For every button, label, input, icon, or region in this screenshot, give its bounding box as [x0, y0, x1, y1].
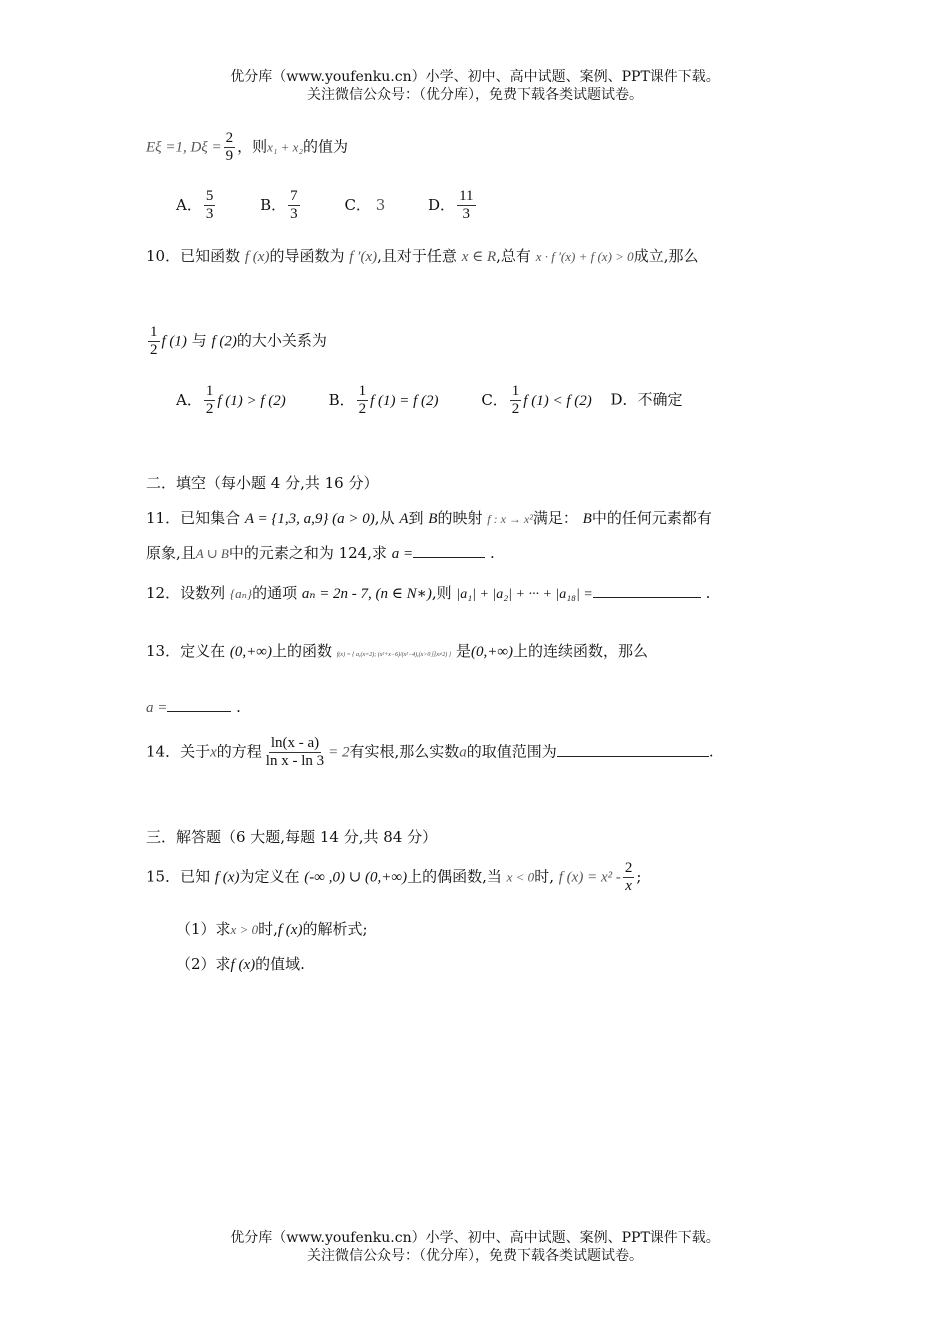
- q10-option-b[interactable]: B． $\frac{1}{2}$ f (1) = f (2): [328, 383, 439, 417]
- header-line-1: 优分库（www.youfenku.cn）小学、初中、高中试题、案例、PPT课件下载。: [230, 69, 720, 85]
- q13-answer-blank[interactable]: [167, 697, 231, 712]
- section-3-title: 三．解答题（6 大题,每题 14 分,共 84 分）: [146, 828, 438, 846]
- q9-option-a[interactable]: A． $\frac{5}{3}$: [176, 188, 214, 222]
- q10-options: [176, 383, 683, 418]
- q9-option-c[interactable]: C． 3: [344, 195, 386, 214]
- q9-option-b[interactable]: B． $\frac{7}{3}$: [260, 188, 298, 222]
- q15-stem: 15．已知 f (x)为定义在 (-∞ ,0) ∪ (0,+∞)上的偶函数,当 x < 0时, f (x) = x² - $\frac{2}{x}$ ;: [146, 860, 642, 894]
- q10-option-d[interactable]: D．不确定: [610, 390, 683, 409]
- q14-answer-blank[interactable]: [557, 742, 709, 757]
- q13-stem-line2: a = .: [146, 698, 241, 716]
- q10-stem-line2: $\frac{1}{2}$ f (1) 与 f (2)的大小关系为: [150, 324, 327, 358]
- q14-stem: 14．关于x的方程 $\frac{\ln(x - a)}{\text{ln x - ln 3}}$ = 2有实根,那么实数a的取值范围为 .: [146, 735, 714, 769]
- q15-part-1: （1）求x > 0时,f (x)的解析式;: [176, 920, 368, 938]
- q13-stem-line1: 13．定义在 (0,+∞)上的函数 f(x) = { a,(x=2); (x²+x−6)/(x²−4),(x>0且x≠2) } 是(0,+∞)上的连续函数，那么: [146, 642, 649, 660]
- q12-stem: 12．设数列 {aₙ}的通项 aₙ = 2n - 7, (n ∈ N∗),则 |a₁| + |a₂| + ··· + |a₁₈| = .: [146, 584, 711, 602]
- q9-fraction: $\frac{2}{9}$: [225, 130, 234, 164]
- q9-option-d[interactable]: D． $\frac{11}{3}$: [428, 188, 474, 222]
- q12-answer-blank[interactable]: [593, 583, 701, 598]
- section-2-title: 二．填空（每小题 4 分,共 16 分）: [146, 474, 379, 492]
- footer-line-1: 优分库（www.youfenku.cn）小学、初中、高中试题、案例、PPT课件下载。: [230, 1230, 720, 1246]
- header-line-2: 关注微信公众号：（优分库），免费下载各类试题试卷。: [307, 87, 643, 103]
- q14-fraction: $\frac{\ln(x - a)}{\text{ln x - ln 3}}$: [265, 735, 325, 769]
- q15-fraction: $\frac{2}{x}$: [624, 860, 633, 894]
- footer-line-2: 关注微信公众号：（优分库），免费下载各类试题试卷。: [307, 1248, 643, 1264]
- q15-part-2: （2）求f (x)的值域.: [176, 955, 305, 973]
- q10-option-c[interactable]: C． $\frac{1}{2}$ f (1) < f (2): [481, 383, 592, 417]
- q13-piecewise-function: f(x) = { a,(x=2); (x²+x−6)/(x²−4),(x>0且x≠2) }: [336, 652, 452, 658]
- q10-option-a[interactable]: A． $\frac{1}{2}$ f (1) > f (2): [176, 383, 286, 417]
- q11-stem-line1: 11．已知集合 A = {1,3, a,9} (a > 0),从 A到 B的映射 f : x → x²满足： B中的任何元素都有: [146, 509, 712, 527]
- q11-answer-blank[interactable]: [413, 543, 485, 558]
- q11-stem-line2: 原象,且A ∪ B中的元素之和为 124,求 a = .: [146, 544, 495, 562]
- q9-options: [176, 188, 516, 223]
- q10-stem-line1: 10．已知函数 f (x)的导函数为 f ′(x),且对于任意 x ∈ R,总有 x · f ′(x) + f (x) > 0成立,那么: [146, 247, 699, 265]
- q9-stem: Eξ =1, Dξ = $\frac{2}{9}$ ，则x₁ + x₂的值为: [146, 130, 348, 164]
